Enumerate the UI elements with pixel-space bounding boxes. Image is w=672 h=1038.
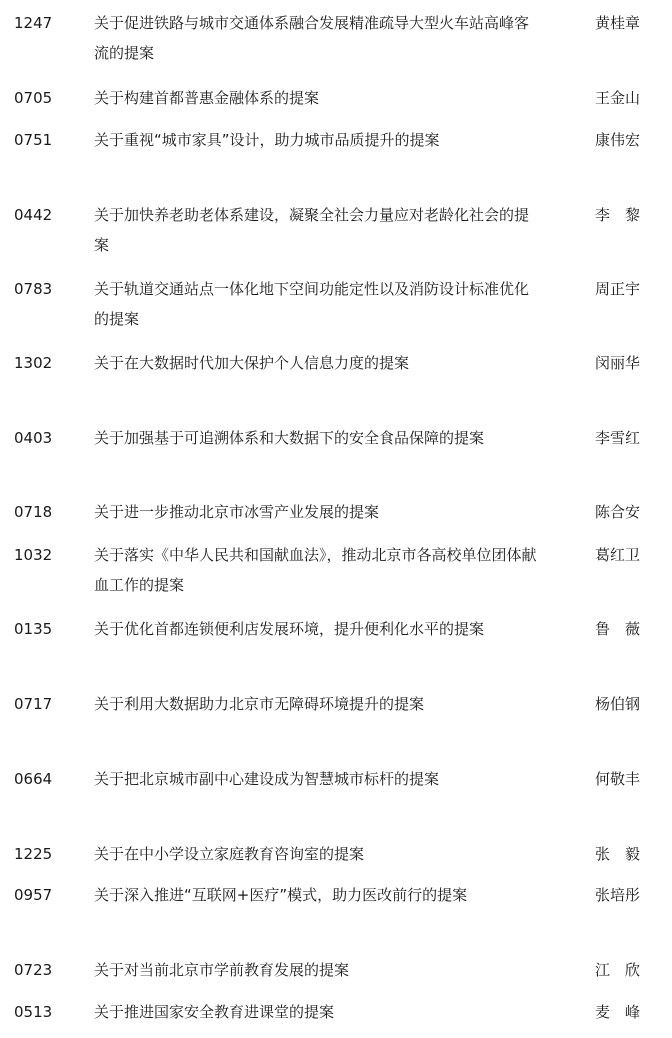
proposal-number: 0957 [14,886,53,904]
proposal-number: 0705 [14,89,53,107]
proposal-number: 1225 [14,845,53,863]
proposer-name: 江欣 [595,961,656,979]
proposer-name: 李黎 [595,206,656,224]
proposer-name: 何敬丰 [595,770,641,788]
proposal-title: 关于优化首都连锁便利店发展环境，提升便利化水平的提案 [94,620,485,638]
proposal-title: 关于把北京城市副中心建设成为智慧城市标杆的提案 [94,770,440,788]
proposal-title: 关于加强基于可追溯体系和大数据下的安全食品保障的提案 [94,429,485,447]
proposer-name: 康伟宏 [595,131,641,149]
proposal-number: 0664 [14,770,53,788]
proposal-title: 关于加快养老助老体系建设，凝聚全社会力量应对老龄化社会的提案 [94,206,530,254]
proposer-name: 黄桂章 [595,14,641,32]
proposal-number: 0135 [14,620,53,638]
proposal-number: 1302 [14,354,53,372]
proposer-name: 葛红卫 [595,546,641,564]
proposer-name: 周正宇 [595,280,641,298]
proposal-number: 0442 [14,206,53,224]
proposer-name: 闵丽华 [595,354,641,372]
proposal-title: 关于利用大数据助力北京市无障碍环境提升的提案 [94,695,425,713]
proposal-title: 关于促进铁路与城市交通体系融合发展精准疏导大型火车站高峰客流的提案 [94,14,530,62]
proposal-title: 关于在大数据时代加大保护个人信息力度的提案 [94,354,410,372]
proposer-name: 王金山 [595,89,641,107]
proposal-title: 关于轨道交通站点一体化地下空间功能定性以及消防设计标准优化的提案 [94,280,530,328]
proposal-number: 0403 [14,429,53,447]
proposer-name: 李雪红 [595,429,641,447]
proposal-number: 0717 [14,695,53,713]
proposer-name: 麦峰 [595,1003,656,1021]
proposer-name: 杨伯钢 [595,695,641,713]
proposal-title: 关于深入推进“互联网+医疗”模式，助力医改前行的提案 [94,886,468,904]
proposal-number: 1032 [14,546,53,564]
proposal-number: 1247 [14,14,53,32]
proposal-title: 关于落实《中华人民共和国献血法》，推动北京市各高校单位团体献血工作的提案 [94,546,537,594]
proposal-number: 0723 [14,961,53,979]
proposer-name: 鲁薇 [595,620,656,638]
proposer-name: 张毅 [595,845,656,863]
proposal-number: 0718 [14,503,53,521]
proposal-title: 关于在中小学设立家庭教育咨询室的提案 [94,845,365,863]
proposer-name: 张培彤 [595,886,641,904]
proposal-title: 关于对当前北京市学前教育发展的提案 [94,961,350,979]
proposal-title: 关于推进国家安全教育进课堂的提案 [94,1003,335,1021]
proposal-title: 关于构建首都普惠金融体系的提案 [94,89,320,107]
proposal-title: 关于进一步推动北京市冰雪产业发展的提案 [94,503,380,521]
proposal-number: 0751 [14,131,53,149]
proposer-name: 陈合安 [595,503,641,521]
proposal-number: 0783 [14,280,53,298]
proposal-title: 关于重视“城市家具”设计，助力城市品质提升的提案 [94,131,440,149]
proposal-number: 0513 [14,1003,53,1021]
